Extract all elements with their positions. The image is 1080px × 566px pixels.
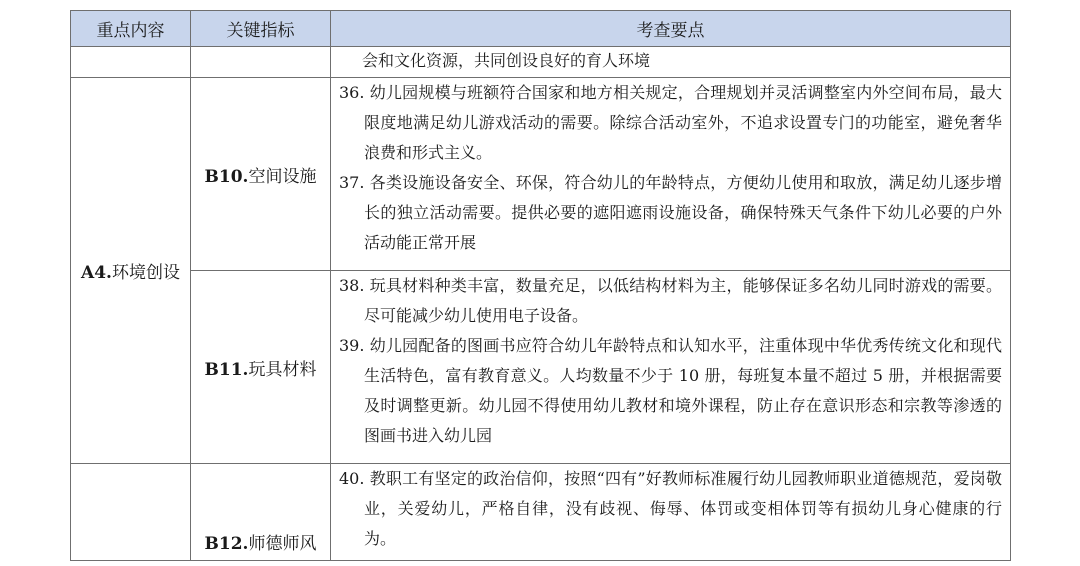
point-39: 39. 幼儿园配备的图画书应符合幼儿年龄特点和认知水平，注重体现中华优秀传统文化和现代生活特色，富有教育意义。人均数量不少于 10 册，每班复本量不超过 5 册，并根据需要及时调整更新。幼儿园不得使用幼儿教材和境外课程，防止存在意识形态和宗教等渗透的图画书进入幼儿园 bbox=[339, 336, 1002, 445]
point-37: 37. 各类设施设备安全、环保，符合幼儿的年龄特点，方便幼儿使用和取放，满足幼儿逐步增长的独立活动需要。提供必要的遮阳遮雨设施设备，确保特殊天气条件下幼儿必要的户外活动能正常开展 bbox=[339, 173, 1002, 252]
indicator-cell-empty bbox=[191, 47, 331, 78]
table-row-b11 bbox=[71, 271, 1011, 464]
indicator-label: 玩具材料 bbox=[248, 359, 317, 380]
category-label: 环境创设 bbox=[111, 263, 180, 283]
indicator-cell-b11 bbox=[191, 271, 331, 464]
header-key-content: 重点内容 bbox=[71, 11, 191, 47]
point-40: 40. 教职工有坚定的政治信仰，按照“四有”好教师标准履行幼儿园教师职业道德规范，爱岗敬业，关爱幼儿，严格自律，没有歧视、侮辱、体罚或变相体罚等有损幼儿身心健康的行为。 bbox=[339, 469, 1002, 548]
category-cell-empty bbox=[71, 464, 191, 561]
table-header-row bbox=[71, 11, 1011, 47]
indicator-code: B11. bbox=[204, 359, 249, 380]
category-cell-empty bbox=[71, 47, 191, 78]
table-row-b10 bbox=[71, 78, 1011, 271]
header-check-points: 考查要点 bbox=[331, 11, 1011, 47]
point-continuation-text: 会和文化资源，共同创设良好的育人环境 bbox=[362, 51, 651, 70]
header-key-indicator: 关键指标 bbox=[191, 11, 331, 47]
indicator-code: B10. bbox=[204, 166, 249, 187]
table-row-continuation bbox=[71, 47, 1011, 78]
indicator-cell-b10 bbox=[191, 78, 331, 271]
standards-table bbox=[70, 10, 1011, 561]
indicator-code: B12. bbox=[204, 534, 249, 554]
category-cell-a4 bbox=[71, 78, 191, 464]
category-code: A4. bbox=[81, 263, 112, 283]
indicator-label: 空间设施 bbox=[248, 166, 317, 187]
point-36: 36. 幼儿园规模与班额符合国家和地方相关规定，合理规划并灵活调整室内外空间布局，最大限度地满足幼儿游戏活动的需要。除综合活动室外，不追求设置专门的功能室，避免奢华浪费和形式主义。 bbox=[339, 83, 1002, 162]
points-cell-b12 bbox=[331, 464, 1011, 561]
points-cell-b11 bbox=[331, 271, 1011, 464]
table-row-b12 bbox=[71, 464, 1011, 561]
points-cell-continuation bbox=[331, 47, 1011, 78]
points-cell-b10 bbox=[331, 78, 1011, 271]
point-38: 38. 玩具材料种类丰富，数量充足，以低结构材料为主，能够保证多名幼儿同时游戏的需要。尽可能减少幼儿使用电子设备。 bbox=[339, 276, 1002, 325]
indicator-cell-b12 bbox=[191, 464, 331, 561]
indicator-label: 师德师风 bbox=[248, 534, 317, 554]
